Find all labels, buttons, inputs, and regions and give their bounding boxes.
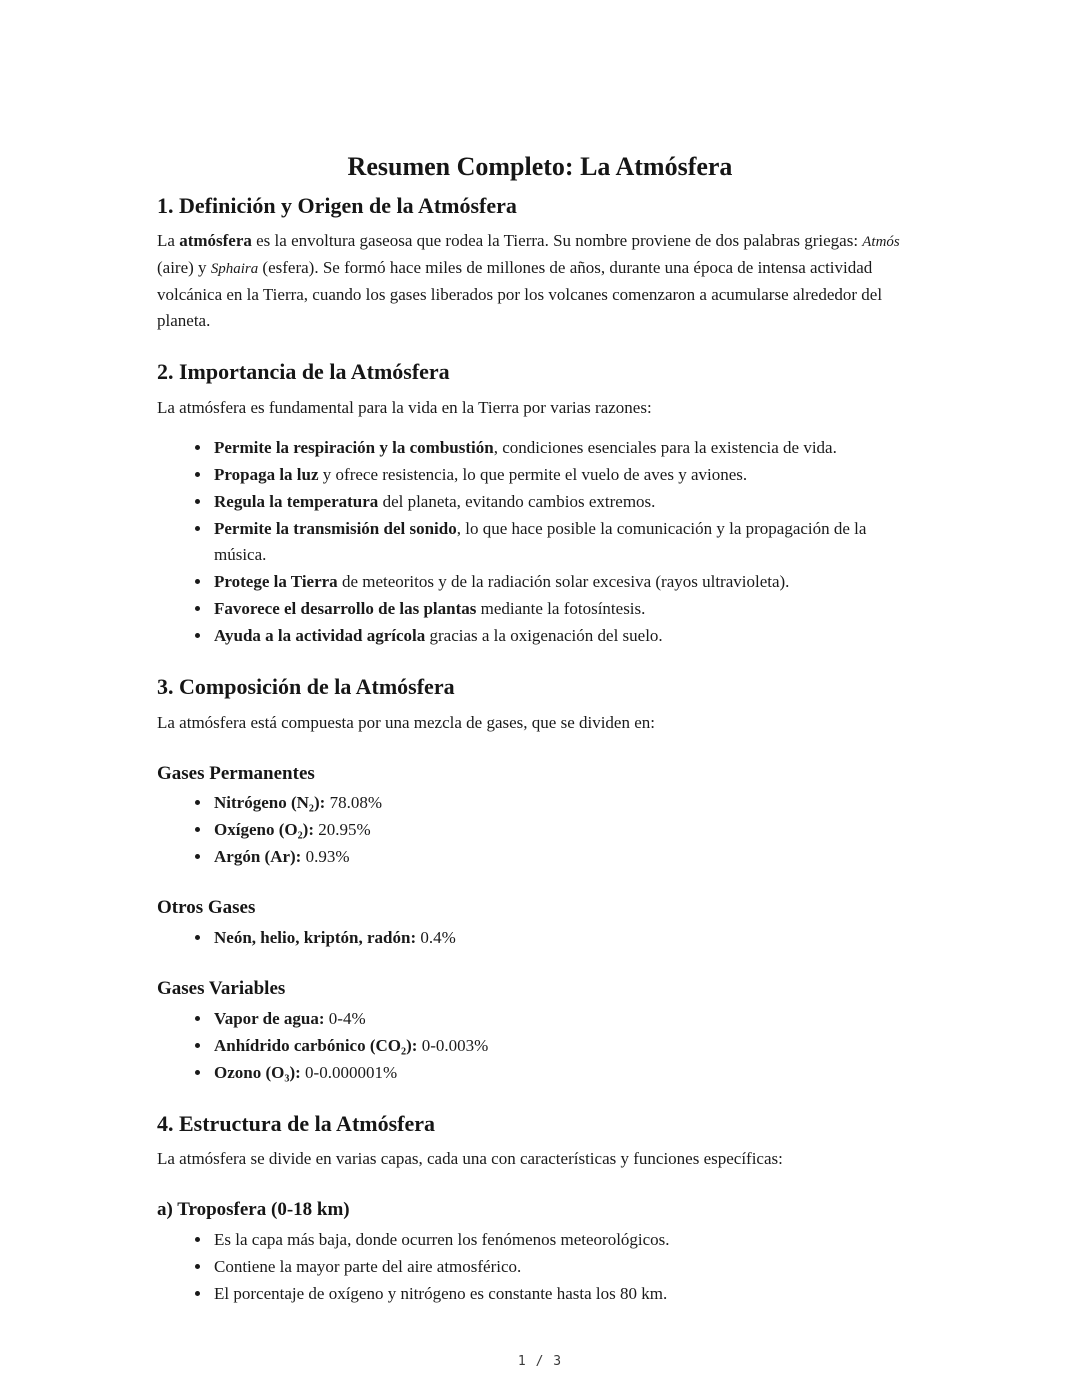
bullet-rest: mediante la fotosíntesis. [476,598,646,618]
gas-value: 0-0.003% [417,1035,489,1055]
gas-name: Argón (Ar): [214,847,302,867]
importance-list [157,435,923,649]
gas-value: 20.95% [314,820,371,840]
troposfera-heading: a) Troposfera (0-18 km) [157,1199,350,1221]
bullet-rest: y ofrece resistencia, lo que permite el vuelo de aves y aviones. [318,464,748,484]
bullet-lead: Ayuda a la actividad agrícola [214,625,426,645]
gas-list-permanentes [157,790,923,870]
gas-value: 0.4% [416,927,456,947]
list-item [212,569,923,595]
definition-paragraph [157,228,923,334]
text-run: (aire) y [157,258,211,278]
gas-group-variables [157,977,923,1086]
list-item [212,790,923,816]
bullet-rest: del planeta, evitando cambios extremos. [378,491,656,511]
composition-intro: La atmósfera está compuesta por una mezcla de gases, que se dividen en: [157,712,655,732]
text-run: (esfera). Se formó hace miles de millones de años, durante una época de intensa actividad volcánica en la Tierra, cuando los gases liberados por los volcanes comenzaron a acumularse alrededor del planeta. [157,258,883,331]
section-definicion-origen [157,192,923,335]
section-2-heading: 2. Importancia de la Atmósfera [157,359,450,385]
list-item: • El porcentaje de oxígeno y nitrógeno es constante hasta los 80 km. [212,1281,923,1307]
section-3-heading: 3. Composición de la Atmósfera [157,673,455,699]
list-item [212,462,923,488]
list-item [212,516,923,568]
troposfera-list [157,1227,923,1307]
document-title: Resumen Completo: La Atmósfera [347,152,733,181]
bullet-rest: , condiciones esenciales para la existencia de vida. [493,437,837,457]
gas-group-permanentes [157,762,923,871]
list-item: • Es la capa más baja, donde ocurren los fenómenos meteorológicos. [212,1227,923,1253]
gas-group-heading: Otros Gases [157,897,256,919]
list-item [212,1006,923,1032]
section-4-heading: 4. Estructura de la Atmósfera [157,1110,436,1136]
bullet-rest: gracias a la oxigenación del suelo. [425,625,663,645]
bullet-lead: Propaga la luz [214,464,319,484]
bullet-lead: Protege la Tierra [214,571,338,591]
gas-name: Oxígeno (O₂): [214,820,314,840]
bullet-rest: de meteoritos y de la radiación solar excesiva (rayos ultravioleta). [337,571,790,591]
list-item [212,817,923,843]
gas-list-variables [157,1006,923,1086]
gas-group-heading: Gases Permanentes [157,762,315,784]
bullet-lead: Permite la transmisión del sonido [214,518,457,538]
list-item [212,489,923,515]
gas-name: Anhídrido carbónico (CO₂): [214,1035,418,1055]
gas-group-otros [157,896,923,951]
section-importancia [157,358,923,649]
italic-term-atmos: Atmós [862,234,900,251]
bullet-lead: Favorece el desarrollo de las plantas [214,598,477,618]
section-composicion [157,673,923,1086]
text-run: La [157,231,180,251]
gas-name: Nitrógeno (N₂): [214,793,326,813]
text-run: es la envoltura gaseosa que rodea la Tierra. Su nombre proviene de dos palabras griegas: [251,231,863,251]
list-item [212,844,923,870]
gas-value: 0-4% [324,1008,366,1028]
gas-name: Ozono (O₃): [214,1062,301,1082]
gas-name: Vapor de agua: [214,1008,325,1028]
list-item: • Contiene la mayor parte del aire atmosférico. [212,1254,923,1280]
list-item [212,1033,923,1059]
gas-group-heading: Gases Variables [157,977,286,999]
section-1-heading: 1. Definición y Origen de la Atmósfera [157,192,517,218]
importance-intro: La atmósfera es fundamental para la vida en la Tierra por varias razones: [157,397,652,417]
gas-value: 78.08% [325,793,382,813]
gas-name: Neón, helio, kriptón, radón: [214,927,417,947]
list-item [212,596,923,622]
list-item [212,623,923,649]
structure-intro: La atmósfera se divide en varias capas, cada una con características y funciones específicas: [157,1149,783,1169]
bullet-lead: Regula la temperatura [214,491,379,511]
gas-list-otros [157,925,923,951]
bullet-rest: , lo que hace posible la comunicación y la propagación de la música. [214,518,867,564]
list-item [212,1060,923,1086]
list-item [212,435,923,461]
gas-value: 0.93% [301,847,350,867]
gas-value: 0-0.000001% [300,1062,398,1082]
bullet-lead: Permite la respiración y la combustión [214,437,494,457]
italic-term-sphaira: Sphaira [210,261,259,278]
section-estructura [157,1110,923,1307]
page-number-indicator: 1 / 3 [517,1354,563,1369]
list-item [212,925,923,951]
bold-term-atmosfera: atmósfera [179,231,252,251]
